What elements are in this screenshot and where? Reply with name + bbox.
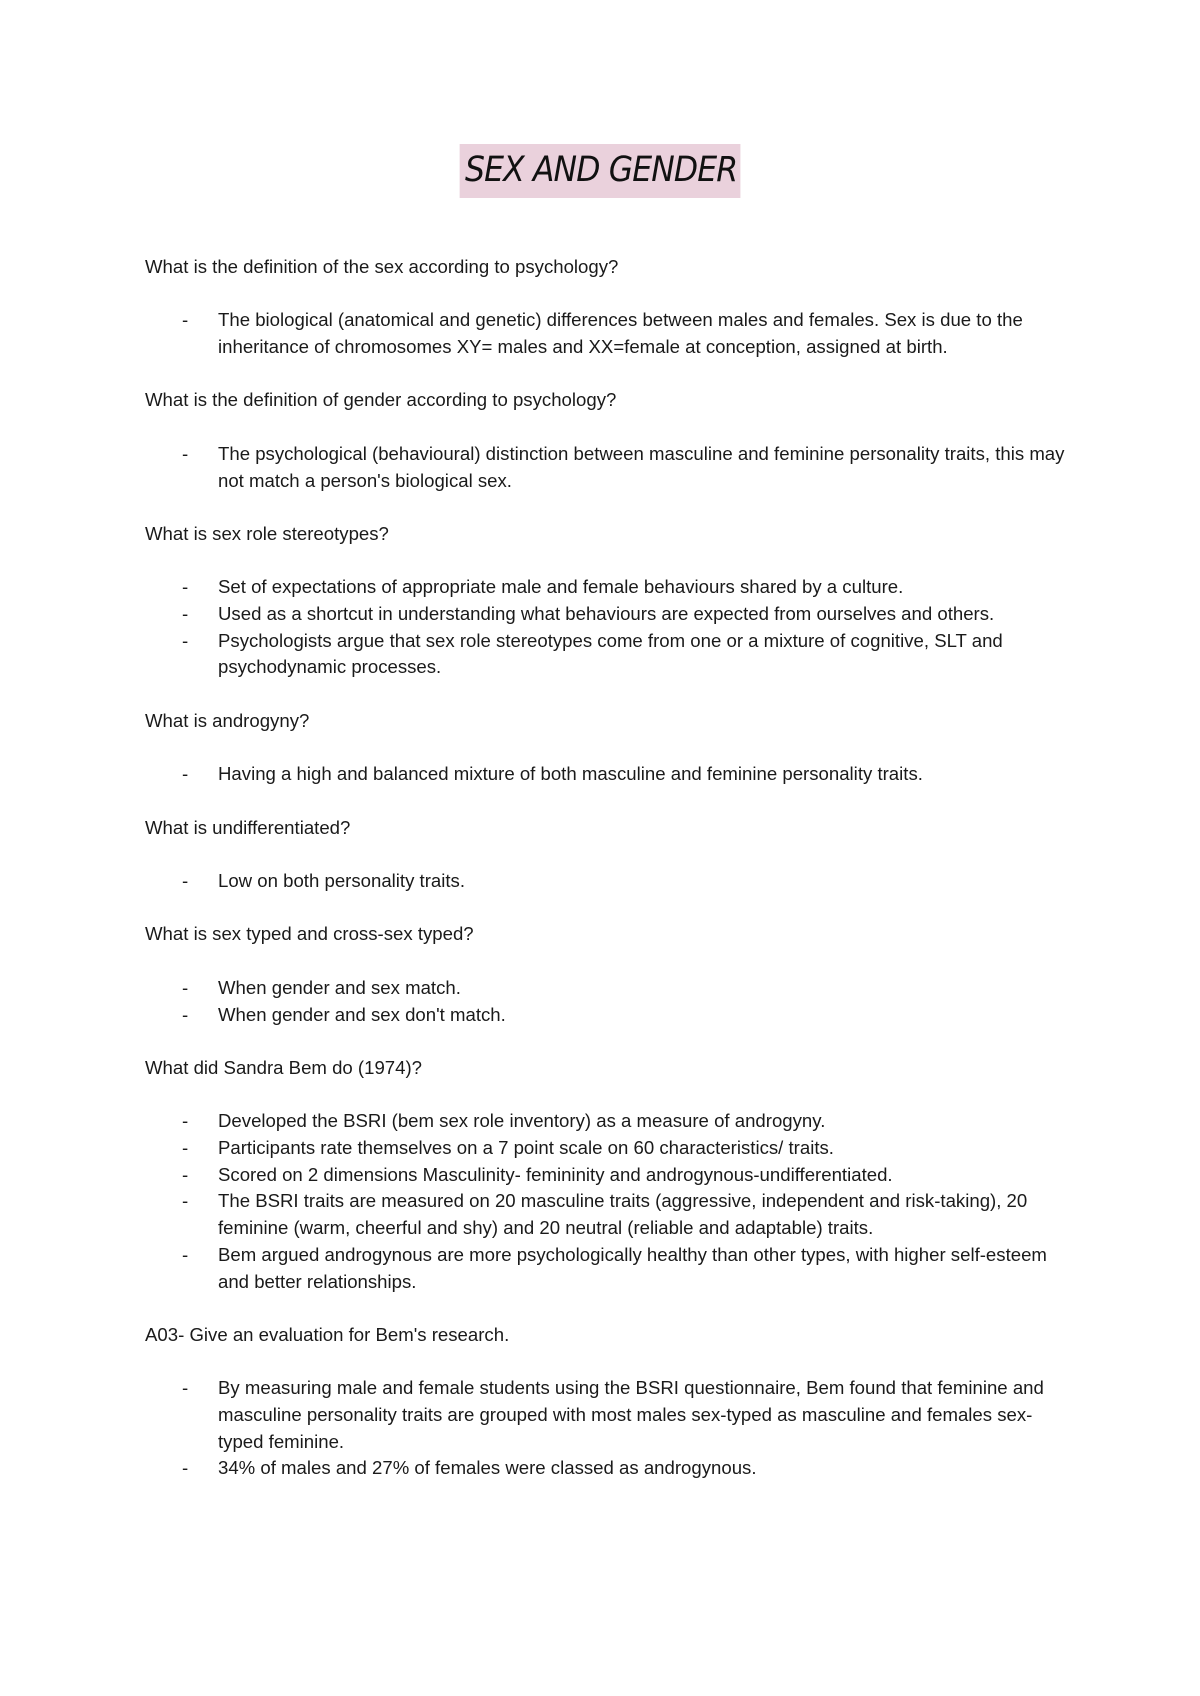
answer-item bbox=[145, 307, 1065, 360]
answer-text: The biological (anatomical and genetic) differences between males and females. Sex is due to the inheritance of chromosomes XY= males and XX=female at conception, assigned at birth. bbox=[218, 309, 1023, 358]
answer-item bbox=[145, 1188, 1065, 1241]
answer-list bbox=[145, 441, 1065, 494]
question-sex-role-stereotypes: What is sex role stereotypes? bbox=[145, 522, 389, 544]
answer-text: When gender and sex match. bbox=[218, 976, 461, 998]
answer-item bbox=[145, 1242, 1065, 1295]
bullet-dash: - bbox=[182, 1003, 189, 1025]
answer-item bbox=[145, 975, 1065, 1002]
answer-item bbox=[145, 1455, 1065, 1482]
answer-text: By measuring male and female students using the BSRI questionnaire, Bem found that feminine and masculine personality traits are grouped with most males sex-typed as masculine and females sex-typed feminine. bbox=[218, 1377, 1044, 1452]
answer-item bbox=[145, 868, 1065, 895]
answer-text: Having a high and balanced mixture of both masculine and feminine personality traits. bbox=[218, 763, 923, 785]
answer-item bbox=[145, 441, 1065, 494]
answer-item bbox=[145, 601, 1065, 628]
answer-text: Psychologists argue that sex role stereotypes come from one or a mixture of cognitive, SLT and psychodynamic processes. bbox=[218, 629, 1003, 678]
answer-item bbox=[145, 761, 1065, 788]
bullet-dash: - bbox=[182, 1190, 189, 1212]
question-sex-typed: What is sex typed and cross-sex typed? bbox=[145, 923, 474, 945]
answer-item bbox=[145, 1162, 1065, 1189]
answer-list bbox=[145, 1108, 1065, 1295]
bullet-dash: - bbox=[182, 629, 189, 651]
answer-text: Bem argued androgynous are more psychologically healthy than other types, with higher self-esteem and better relationships. bbox=[218, 1243, 1047, 1292]
answer-text: Participants rate themselves on a 7 point scale on 60 characteristics/ traits. bbox=[218, 1137, 834, 1158]
answer-list bbox=[145, 761, 1065, 788]
bullet-dash: - bbox=[182, 1243, 189, 1265]
answer-text: Developed the BSRI (bem sex role inventory) as a measure of androgyny. bbox=[218, 1110, 826, 1132]
answer-item bbox=[145, 1375, 1065, 1455]
answer-list bbox=[145, 574, 1065, 681]
bullet-dash: - bbox=[182, 1137, 189, 1158]
document-title: SEX AND GENDER bbox=[459, 144, 740, 198]
bullet-dash: - bbox=[182, 1110, 189, 1132]
question-androgyny: What is androgyny? bbox=[145, 709, 310, 731]
document-body bbox=[145, 254, 1065, 1509]
question-sandra-bem: What did Sandra Bem do (1974)? bbox=[145, 1056, 422, 1078]
question-sex-definition: What is the definition of the sex according to psychology? bbox=[145, 256, 619, 277]
bullet-dash: - bbox=[182, 576, 189, 598]
answer-list bbox=[145, 307, 1065, 360]
answer-item bbox=[145, 628, 1065, 681]
answer-list bbox=[145, 975, 1065, 1028]
bullet-dash: - bbox=[182, 976, 189, 998]
answer-list bbox=[145, 1375, 1065, 1482]
answer-text: Set of expectations of appropriate male and female behaviours shared by a culture. bbox=[218, 576, 904, 598]
bullet-dash: - bbox=[182, 1377, 189, 1399]
answer-text: The BSRI traits are measured on 20 masculine traits (aggressive, independent and risk-taking), 20 feminine (warm, cheerful and shy) and 20 neutral (reliable and adaptable) traits. bbox=[218, 1190, 1028, 1239]
answer-text: When gender and sex don't match. bbox=[218, 1003, 506, 1025]
bullet-dash: - bbox=[182, 870, 189, 892]
bullet-dash: - bbox=[182, 763, 189, 785]
bullet-dash: - bbox=[182, 1457, 189, 1479]
answer-item bbox=[145, 574, 1065, 601]
answer-item bbox=[145, 1002, 1065, 1029]
answer-item bbox=[145, 1135, 1065, 1162]
answer-text: 34% of males and 27% of females were classed as androgynous. bbox=[218, 1457, 757, 1479]
answer-text: Scored on 2 dimensions Masculinity- femininity and androgynous-undifferentiated. bbox=[218, 1163, 893, 1185]
question-undifferentiated: What is undifferentiated? bbox=[145, 816, 351, 838]
answer-text: Used as a shortcut in understanding what behaviours are expected from ourselves and others. bbox=[218, 603, 995, 625]
bullet-dash: - bbox=[182, 1163, 189, 1185]
bullet-dash: - bbox=[182, 603, 189, 625]
answer-item bbox=[145, 1108, 1065, 1135]
answer-text: The psychological (behavioural) distinction between masculine and feminine personality traits, this may not match a person's biological sex. bbox=[218, 442, 1065, 491]
bullet-dash: - bbox=[182, 442, 189, 464]
answer-list bbox=[145, 868, 1065, 895]
question-a03-evaluation: A03- Give an evaluation for Bem's research. bbox=[145, 1323, 510, 1345]
title-container bbox=[0, 144, 1200, 198]
bullet-dash: - bbox=[182, 309, 189, 331]
question-gender-definition: What is the definition of gender according to psychology? bbox=[145, 389, 617, 411]
answer-text: Low on both personality traits. bbox=[218, 870, 466, 892]
